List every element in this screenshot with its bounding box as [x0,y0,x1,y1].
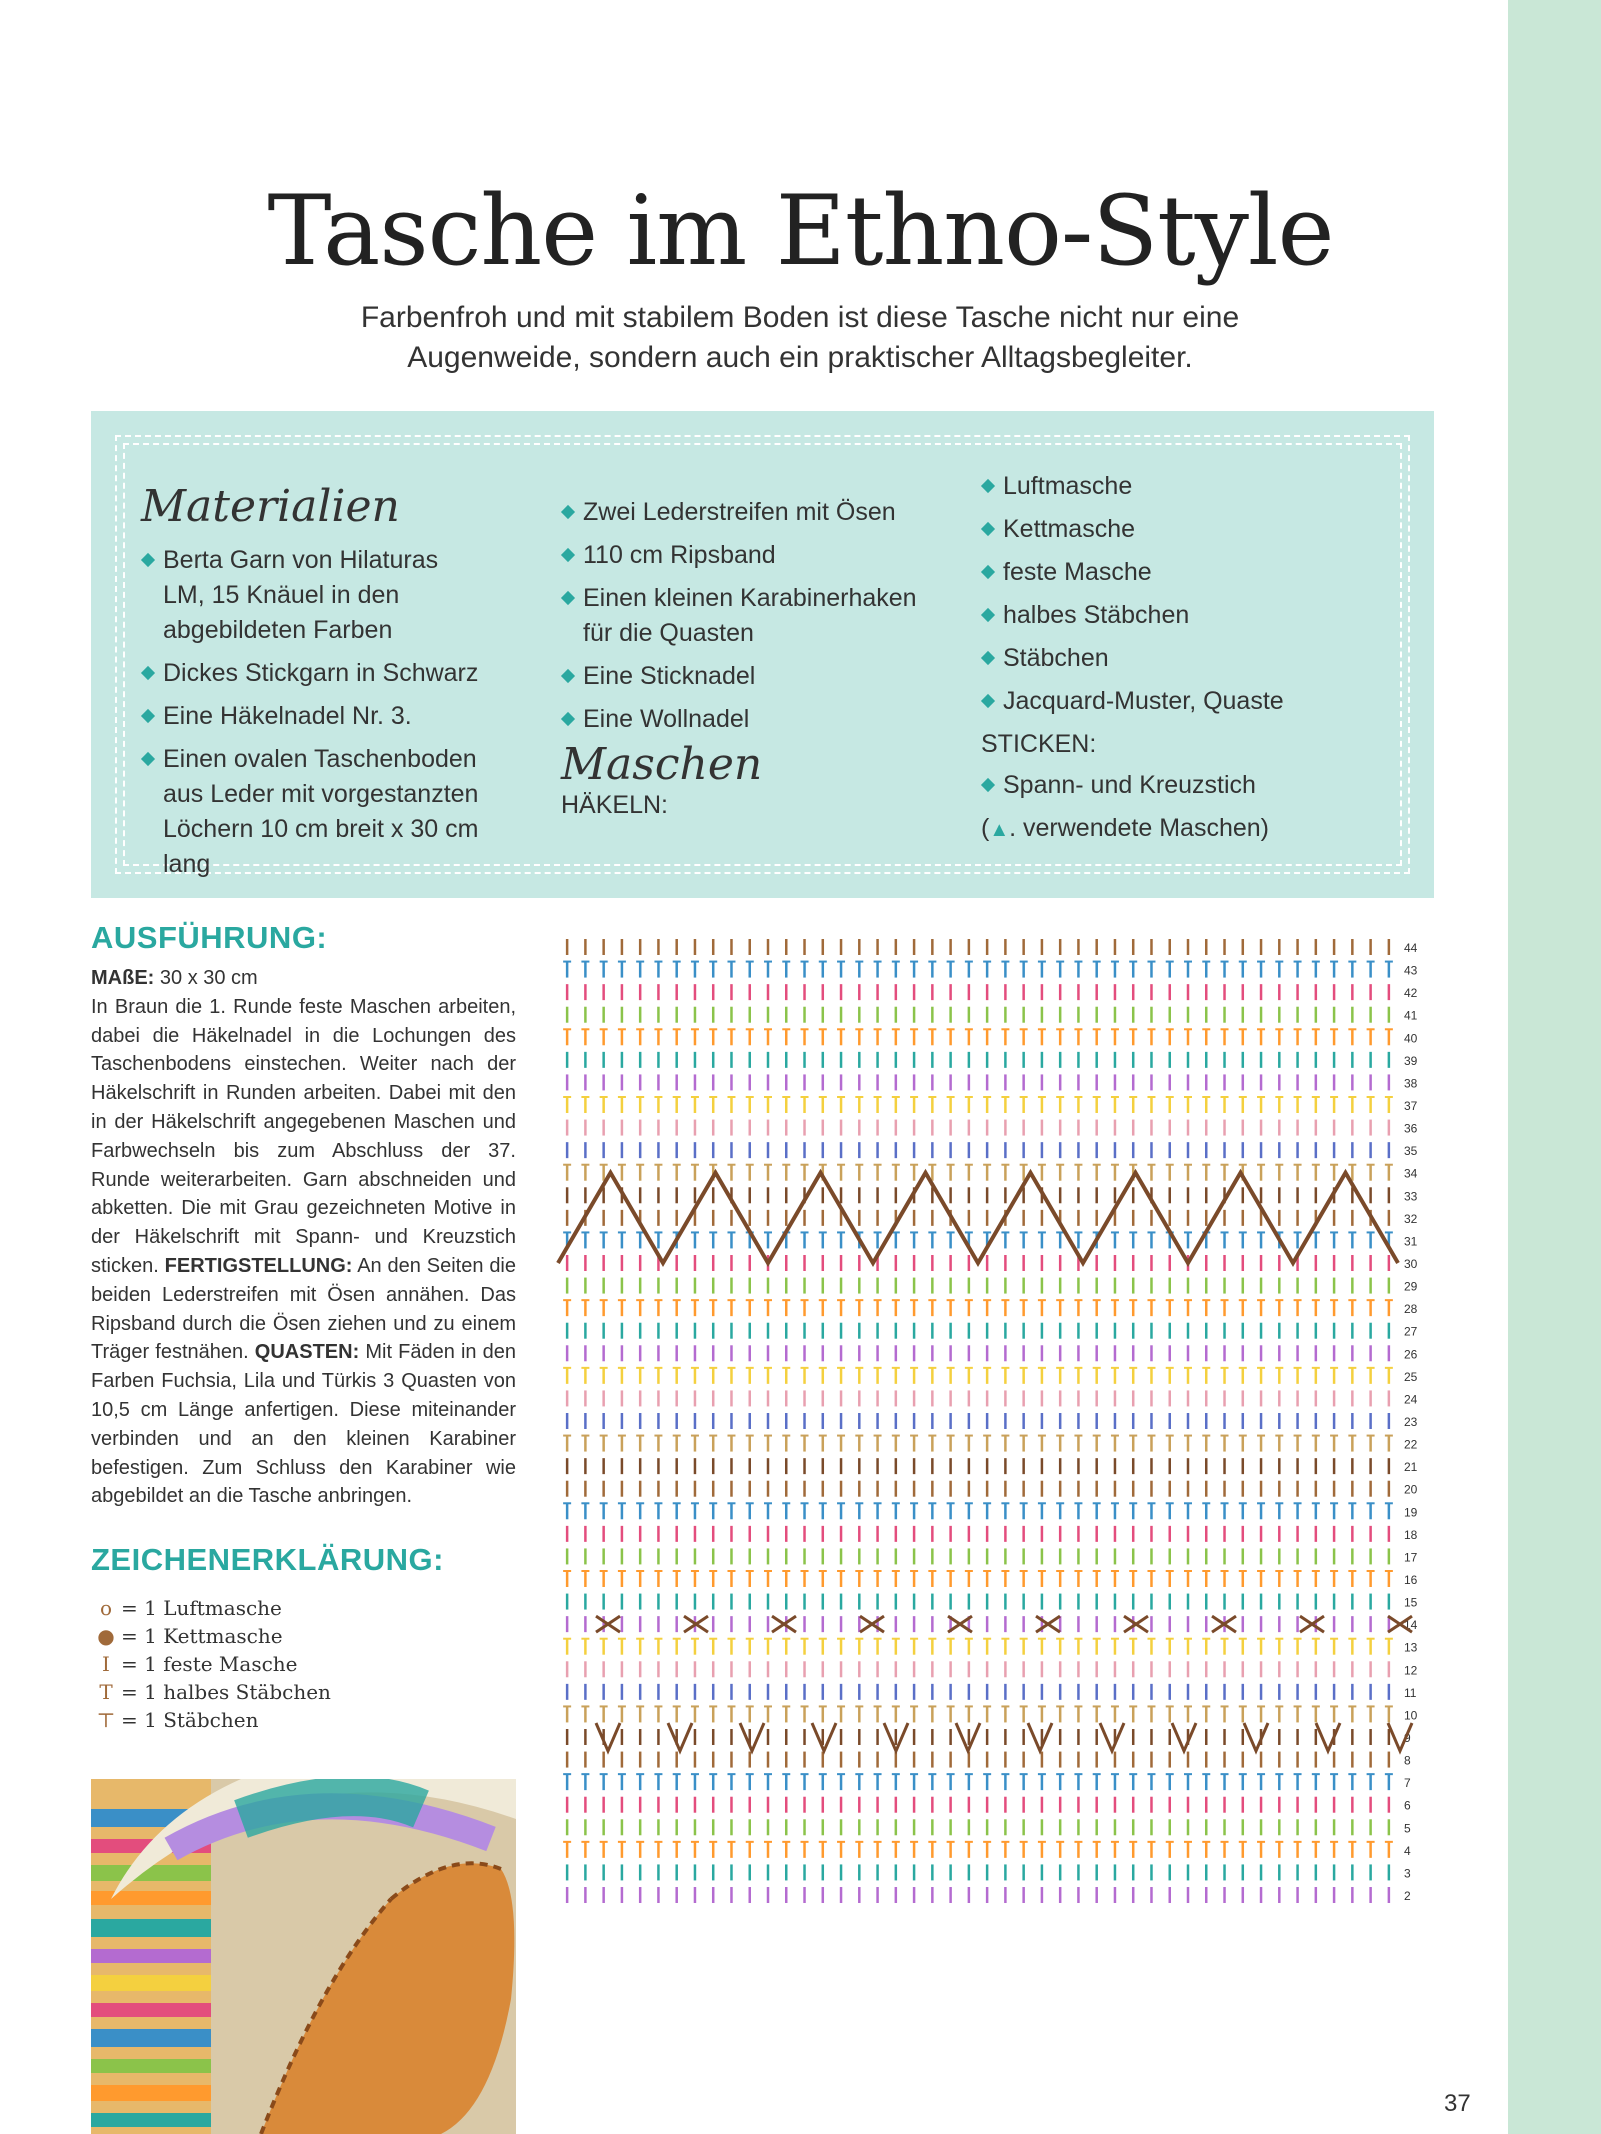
chart-row [567,1481,1389,1497]
chart-row [563,1571,1393,1587]
chart-row-label: 22 [1404,1437,1418,1452]
legend-heading: ZEICHENERKLÄRUNG: [91,1542,444,1577]
material-item: Berta Garn von Hilaturas LM, 15 Knäuel in den abgebildeten Farben [141,543,481,648]
chart-row-label: 10 [1404,1708,1418,1723]
chart-row [567,1548,1389,1564]
chart-row-label: 23 [1404,1415,1418,1429]
chart-row-label: 39 [1404,1053,1418,1068]
chart-row [567,1684,1389,1700]
material-item: Jacquard-Muster, Quaste [981,684,1381,719]
chart-row [567,1797,1389,1813]
chart-row-label: 12 [1404,1663,1418,1678]
crochet-chart [548,935,1428,1995]
materials-col-3 [981,469,1381,848]
chart-row [567,1616,1389,1632]
legend-item: o = 1 Luftmasche [99,1596,282,1620]
chart-row-label: 37 [1404,1099,1418,1113]
chart-row-label: 31 [1404,1234,1418,1249]
material-item: Dickes Stickgarn in Schwarz [141,656,481,691]
chart-row-label: 28 [1404,1302,1418,1317]
chart-row-label: 19 [1404,1505,1418,1520]
material-item: Luftmasche [981,469,1381,504]
materials-col-2 [561,495,921,823]
chart-zigzag-motif [558,1173,1398,1263]
chart-row-label: 9 [1404,1731,1411,1745]
crochet-label: HÄKELN: [561,791,668,819]
chart-row-label: 4 [1404,1843,1411,1858]
chart-row-label: 44 [1404,941,1418,955]
chart-row-label: 5 [1404,1821,1411,1836]
chart-row-label: 34 [1404,1166,1418,1181]
chart-row-label: 35 [1404,1144,1418,1159]
execution-heading: AUSFÜHRUNG: [91,920,328,955]
chart-row-label: 17 [1404,1550,1418,1565]
chart-v-motif [1100,1723,1124,1751]
materials-box [91,411,1434,898]
chart-row [567,1345,1389,1361]
page-title: Tasche im Ethno-Style [267,175,1334,287]
materials-col-1 [141,543,481,890]
material-item: Eine Häkelnadel Nr. 3. [141,699,481,734]
chart-row-label: 3 [1404,1866,1411,1881]
chart-row [567,1752,1389,1768]
chart-row-label: 20 [1404,1482,1418,1497]
chart-row [563,1165,1393,1181]
chart-row-label: 13 [1404,1640,1418,1655]
chart-row-label: 41 [1404,1008,1418,1023]
legend-item: ● = 1 Kettmasche [97,1624,283,1648]
chart-row-label: 30 [1404,1257,1418,1271]
page-number: 37 [1444,2090,1471,2117]
chart-row [567,1887,1389,1903]
chart-row [567,984,1389,1000]
chart-row [567,1594,1389,1610]
materials-heading: Materialien [141,481,400,532]
material-item: 110 cm Ripsband [561,538,921,573]
chart-row [567,1278,1389,1294]
chart-row [563,1842,1393,1858]
embroider-item: Spann- und Kreuzstich [981,768,1381,803]
chart-row [567,1007,1389,1023]
embroider-label: STICKEN: [981,730,1097,758]
chart-row-label: 2 [1404,1889,1411,1903]
side-color-band [1508,0,1601,2134]
chart-row-label: 14 [1404,1618,1418,1633]
chart-row-label: 38 [1404,1076,1418,1091]
chart-row [563,1436,1393,1452]
chart-row-label: 21 [1404,1460,1418,1475]
chart-row-label: 26 [1404,1347,1418,1362]
chart-row [567,1142,1389,1158]
chart-row [567,1819,1389,1835]
chart-row-label: 43 [1404,963,1418,978]
chart-row [563,1503,1393,1519]
chart-v-motif [1244,1723,1268,1751]
chart-row-label: 15 [1404,1595,1418,1610]
chart-v-motif [668,1723,692,1751]
chart-row-label: 32 [1404,1211,1418,1226]
legend-item: ⊤ = 1 Stäbchen [96,1708,259,1732]
material-item: Eine Wollnadel [561,702,921,737]
chart-row [567,1074,1389,1090]
chart-v-motif [596,1723,620,1751]
chart-row-label: 18 [1404,1527,1418,1542]
stitches-heading: Maschen [561,739,763,790]
chart-row-label: 11 [1404,1685,1417,1700]
chart-row-label: 25 [1404,1369,1418,1384]
chart-v-motif [1028,1723,1052,1751]
material-item: Kettmasche [981,512,1381,547]
chart-row-label: 7 [1404,1776,1411,1791]
chart-row-label: 6 [1404,1798,1411,1813]
material-item: feste Masche [981,555,1381,590]
chart-row [563,1029,1393,1045]
chart-v-motif [740,1723,764,1751]
material-item: Stäbchen [981,641,1381,676]
chart-row [563,1097,1393,1113]
chart-row [567,1187,1389,1203]
execution-text: MAßE: 30 x 30 cm In Braun die 1. Runde feste Maschen arbeiten, dabei die Häkelnadel in die Lochungen des Taschenbodens einstechen. Weiter nach der Häkelschrift in Runden arbeiten. Dabei mit den in der Häkelschrift angegebenen Maschen und Farbwechseln bis zum Abschluss der 37. Runde weiterarbeiten. Garn abschneiden und abketten. Die mit Grau gezeichneten Motive in der Häkelschrift mit Spann- und Kreuzstich sticken. FERTIGSTELLUNG: An den Seiten die beiden Lederstreifen mit Ösen annähen. Das Ripsband durch die Ösen ziehen und zu einem Träger festnähen. QUASTEN: Mit Fäden in den Farben Fuchsia, Lila und Türkis 3 Quasten von 10,5 cm Länge anfertigen. Diese miteinander verbinden und an den kleinen Karabiner befestigen. Zum Schluss den Karabiner wie abgebildet an die Tasche anbringen. [91,967,517,1508]
chart-row-label: 16 [1404,1573,1418,1587]
chart-row [567,1052,1389,1068]
chart-row-label: 42 [1404,986,1418,1001]
chart-row-label: 8 [1404,1753,1411,1768]
legend-item: T = 1 halbes Stäbchen [99,1680,331,1704]
chart-row [567,1390,1389,1406]
chart-row-label: 36 [1404,1121,1418,1136]
chart-v-motif [1172,1723,1196,1751]
chart-row-label: 40 [1404,1031,1418,1046]
chart-row [567,1120,1389,1136]
chart-row [563,962,1393,978]
chart-row-label: 27 [1404,1324,1418,1339]
chart-row [563,1368,1393,1384]
chart-row-label: 24 [1404,1392,1418,1407]
chart-row-label: 33 [1404,1189,1418,1204]
chart-row [563,1774,1393,1790]
chart-row [563,1639,1393,1655]
chart-row [563,1706,1393,1722]
chart-row [563,1232,1393,1248]
chart-row [567,939,1389,955]
legend-list [91,1594,331,1734]
chart-row [567,1526,1389,1542]
chart-row [567,1864,1389,1880]
chart-row [563,1300,1393,1316]
bag-photo [91,1779,516,2134]
material-item: halbes Stäbchen [981,598,1381,633]
used-stitches-note: (▲. verwendete Maschen) [981,814,1269,842]
chart-row [567,1661,1389,1677]
chart-row-label: 29 [1404,1279,1418,1294]
page-subtitle: Farbenfroh und mit stabilem Boden ist diese Tasche nicht nur eine Augenweide, sondern auch ein praktischer Alltagsbegleiter. [360,301,1240,374]
material-item: Einen ovalen Taschenboden aus Leder mit vorgestanzten Löchern 10 cm breit x 30 cm lang [141,742,481,882]
chart-v-motif [1316,1723,1340,1751]
material-item: Einen kleinen Karabinerhaken für die Quasten [561,581,921,651]
chart-row [567,1458,1389,1474]
chart-row [567,1323,1389,1339]
legend-item: I = 1 feste Masche [102,1652,298,1676]
chart-row [567,1413,1389,1429]
material-item: Zwei Lederstreifen mit Ösen [561,495,921,530]
material-item: Eine Sticknadel [561,659,921,694]
